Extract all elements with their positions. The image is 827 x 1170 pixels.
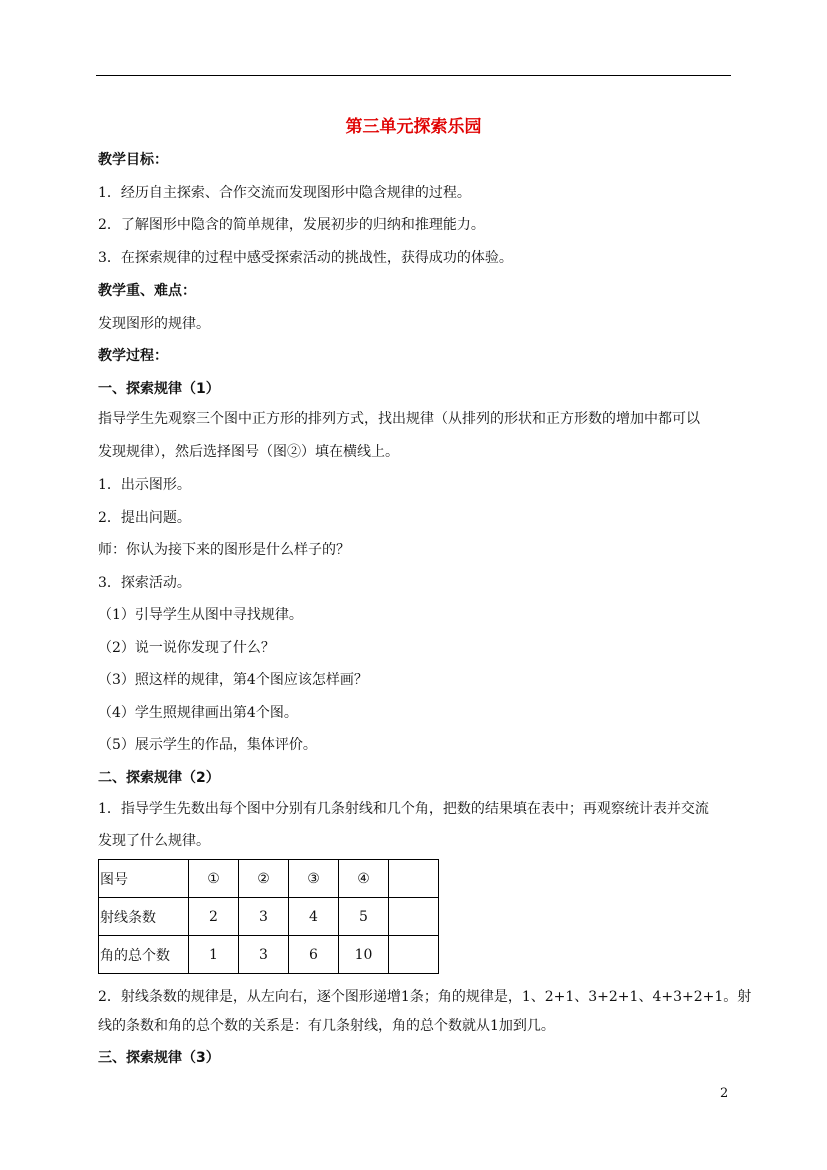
paragraph: 线的条数和角的总个数的关系是：有几条射线，角的总个数就从1加到几。 [98,1018,555,1034]
table-cell: 5 [339,898,389,936]
document-title: 第三单元探索乐园 [345,117,482,137]
heading-process: 教学过程： [98,348,168,364]
table-cell [389,936,439,974]
page-number: 2 [720,1086,729,1101]
paragraph: 2．提出问题。 [98,510,191,526]
paragraph: （1）引导学生从图中寻找规律。 [98,607,303,623]
header-rule [96,75,731,76]
table-cell: ① [189,860,239,898]
paragraph: 发现图形的规律。 [98,316,210,332]
paragraph: 发现规律），然后选择图号（图②）填在横线上。 [98,444,399,460]
paragraph: 发现了什么规律。 [98,833,210,849]
table-cell: 10 [339,936,389,974]
paragraph: 1．指导学生先数出每个图中分别有几条射线和几个角，把数的结果填在表中；再观察统计表并交流 [98,801,709,817]
paragraph: 2．射线条数的规律是，从左向右，逐个图形递增1条；角的规律是，1、2+1、3+2+1、4+3+2+1。射 [98,989,752,1005]
table-cell: ③ [289,860,339,898]
table-cell: 3 [239,936,289,974]
table-cell: 角的总个数 [99,936,189,974]
section-heading-1: 一、探索规律（1） [98,381,220,397]
table-cell: 图号 [99,860,189,898]
paragraph: 指导学生先观察三个图中正方形的排列方式，找出规律（从排列的形状和正方形数的增加中都可以 [98,411,700,427]
heading-objectives: 教学目标： [98,152,168,168]
paragraph: 1．经历自主探索、合作交流而发现图形中隐含规律的过程。 [98,185,471,201]
table-cell: 1 [189,936,239,974]
section-heading-2: 二、探索规律（2） [98,770,220,786]
paragraph: 1．出示图形。 [98,477,191,493]
data-table [98,859,439,974]
table-cell: 4 [289,898,339,936]
table-cell: ② [239,860,289,898]
paragraph: （4）学生照规律画出第4个图。 [98,705,298,721]
paragraph: （2）说一说你发现了什么？ [98,640,275,656]
paragraph: 2．了解图形中隐含的简单规律，发展初步的归纳和推理能力。 [98,217,485,233]
table-row [99,936,439,974]
paragraph: （5）展示学生的作品，集体评价。 [98,737,317,753]
heading-key-points: 教学重、难点： [98,283,196,299]
table-cell [389,898,439,936]
table-row [99,898,439,936]
paragraph: 师：你认为接下来的图形是什么样子的？ [98,542,350,558]
paragraph: （3）照这样的规律，第4个图应该怎样画？ [98,672,368,688]
paragraph: 3．在探索规律的过程中感受探索活动的挑战性，获得成功的体验。 [98,250,513,266]
table-cell: 6 [289,936,339,974]
section-heading-3: 三、探索规律（3） [98,1050,220,1066]
table-cell: 3 [239,898,289,936]
table-cell: 2 [189,898,239,936]
table-row [99,860,439,898]
table-cell: ④ [339,860,389,898]
paragraph: 3．探索活动。 [98,575,191,591]
table-cell [389,860,439,898]
table-cell: 射线条数 [99,898,189,936]
